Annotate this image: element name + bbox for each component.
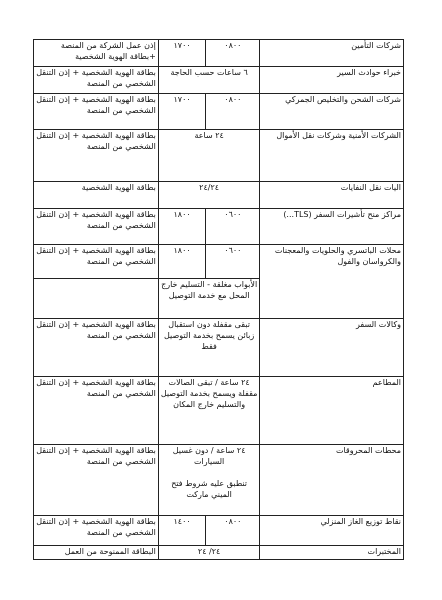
table-row xyxy=(34,94,404,130)
table-row xyxy=(34,182,404,209)
hours-cell xyxy=(158,445,260,516)
sector-cell: المطاعم xyxy=(260,377,404,445)
requirement-cell: البطاقة الممنوحة من العمل xyxy=(34,546,159,560)
sector-cell: المختبرات xyxy=(260,546,404,560)
table-row xyxy=(34,40,404,67)
requirement-cell: بطاقة الهوية الشخصية + إذن التنقل الشخصي من المنصة xyxy=(34,209,159,245)
time-to-cell: ١٧٠٠ xyxy=(158,40,205,67)
time-from-cell: ٠٨٠٠ xyxy=(206,94,260,130)
table-row xyxy=(34,209,404,245)
sector-cell: شركات الشحن والتخليص الجمركي xyxy=(260,94,404,130)
hours-cell: الأبواب مغلقة - التسليم خارج المحل مع خدمة التوصيل xyxy=(158,279,260,319)
requirement-cell: بطاقة الهوية الشخصية + إذن التنقل الشخصي من المنصة xyxy=(34,130,159,182)
table-row xyxy=(34,67,404,94)
table-row xyxy=(34,445,404,516)
sector-cell: مراكز منح تأشيرات السفر (TLS...) xyxy=(260,209,404,245)
requirement-cell: بطاقة الهوية الشخصية + إذن التنقل الشخصي من المنصة xyxy=(34,516,159,546)
requirement-cell: بطاقة الهوية الشخصية + إذن التنقل الشخصي من المنصة xyxy=(34,445,159,516)
requirement-cell: بطاقة الهوية الشخصية + إذن التنقل الشخصي من المنصة xyxy=(34,377,159,445)
time-from-cell: ٠٦٠٠ xyxy=(206,245,260,279)
requirement-cell: بطاقة الهوية الشخصية xyxy=(34,182,159,209)
hours-cell: ٢٤ ساعة xyxy=(158,130,260,182)
requirement-cell: بطاقة الهوية الشخصية + إذن التنقل الشخصي من المنصة xyxy=(34,319,159,377)
hours-cell: ٢٤ ساعة / تبقى الصالات مقفلة ويسمح بخدمة التوصيل والتسليم خارج المكان xyxy=(158,377,260,445)
time-from-cell: ٠٨٠٠ xyxy=(206,40,260,67)
hours-text: ٢٤ ساعة / دون غسيل السيارات xyxy=(172,446,246,466)
requirement-cell: بطاقة الهوية الشخصية + إذن التنقل الشخصي من المنصة xyxy=(34,67,159,94)
time-to-cell: ١٧٠٠ xyxy=(158,94,205,130)
hours-cell: ٢٤/٢٤ xyxy=(158,182,260,209)
hours-cell: ٦ ساعات حسب الحاجة xyxy=(158,67,260,94)
sector-cell: محطات المحروقات xyxy=(260,445,404,516)
requirement-cell xyxy=(34,279,159,319)
sector-cell: شركات التأمين xyxy=(260,40,404,67)
time-from-cell: ٠٨٠٠ xyxy=(206,516,260,546)
hours-cell: تبقى مقفلة دون استقبال زبائن يسمح بخدمة التوصيل فقط xyxy=(158,319,260,377)
time-to-cell: ١٤٠٠ xyxy=(158,516,205,546)
time-from-cell: ٠٦٠٠ xyxy=(206,209,260,245)
sector-cell: اليات نقل النفايات xyxy=(260,182,404,209)
table-row xyxy=(34,377,404,445)
sector-cell: نقاط توزيع الغاز المنزلي xyxy=(260,516,404,546)
hours-cell: ٢٤/ ٢٤ xyxy=(158,546,260,560)
table-row xyxy=(34,516,404,546)
table-row xyxy=(34,546,404,560)
table-row xyxy=(34,319,404,377)
sector-cell: الشركات الأمنية وشركات نقل الأموال xyxy=(260,130,404,182)
requirement-cell: إذن عمل الشركة من المنصة +بطاقة الهوية الشخصية xyxy=(34,40,159,67)
sector-cell: خبراء حوادث السير xyxy=(260,67,404,94)
requirement-cell: بطاقة الهوية الشخصية + إذن التنقل الشخصي من المنصة xyxy=(34,245,159,279)
table-row xyxy=(34,245,404,279)
time-to-cell: ١٨٠٠ xyxy=(158,245,205,279)
hours-note: تنطبق عليه شروط فتح الميني ماركت xyxy=(171,479,248,499)
requirement-cell: بطاقة الهوية الشخصية + إذن التنقل الشخصي من المنصة xyxy=(34,94,159,130)
sector-cell: وكالات السفر xyxy=(260,319,404,377)
regulations-table xyxy=(33,39,404,560)
time-to-cell: ١٨٠٠ xyxy=(158,209,205,245)
sector-cell: محلات الباتسري والحلويات والمعجنات والكرواسان والفول xyxy=(260,245,404,319)
table-row xyxy=(34,130,404,182)
